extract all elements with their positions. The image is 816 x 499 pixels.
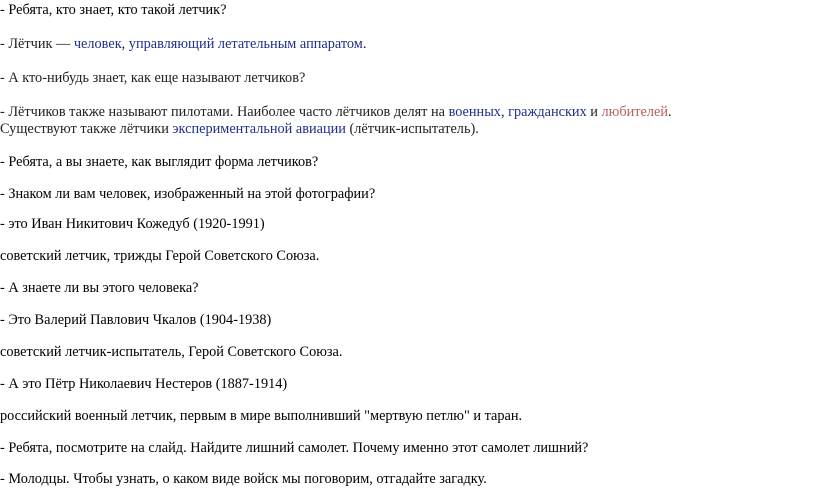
pilot-types-and: и (586, 104, 602, 120)
paragraph-chkalov-desc: советский летчик-испытатель, Герой Советского Союза. (0, 344, 343, 360)
paragraph-question-who-is-pilot: - Ребята, кто знает, кто такой летчик? (0, 2, 227, 18)
paragraph-kozhedub-name: - это Иван Никитович Кожедуб (1920-1991) (0, 216, 265, 232)
paragraph-slide-task: - Ребята, посмотрите на слайд. Найдите лишний самолет. Почему именно этот самолет лишний? (0, 440, 589, 456)
paragraph-question-other-names: - А кто-нибудь знает, как еще называют летчиков? (0, 70, 306, 86)
paragraph-pilot-definition (0, 36, 366, 53)
paragraph-riddle-intro: - Молодцы. Чтобы узнать, о каком виде войск мы поговорим, отгадайте загадку. (0, 471, 487, 487)
paragraph-chkalov-name: - Это Валерий Павлович Чкалов (1904-1938) (0, 312, 272, 328)
pilot-types-text: - Лётчиков также называют пилотами. Наиболее часто лётчиков делят на (0, 104, 449, 120)
experimental-text: Существуют также лётчики (0, 121, 173, 137)
paragraph-question-uniform: - Ребята, а вы знаете, как выглядит форма летчиков? (0, 154, 319, 170)
definition-suffix: . (362, 36, 367, 52)
paragraph-kozhedub-desc: советский летчик, трижды Герой Советского Союза. (0, 248, 320, 264)
link-amateur[interactable]: любителей (601, 104, 669, 120)
paragraph-question-person: - А знаете ли вы этого человека? (0, 280, 199, 296)
paragraph-pilot-types-line2 (0, 121, 479, 138)
link-chelovek[interactable]: человек (73, 36, 122, 52)
paragraph-nesterov-desc: российский военный летчик, первым в мире выполнивший "мертвую петлю" и таран. (0, 408, 523, 424)
paragraph-question-photo: - Знаком ли вам человек, изображенный на этой фотографии? (0, 186, 376, 202)
link-military[interactable]: военных (448, 104, 501, 120)
link-civil[interactable]: гражданских (508, 104, 587, 120)
paragraph-nesterov-name: - А это Пётр Николаевич Нестеров (1887-1914) (0, 376, 288, 392)
link-experimental-aviation[interactable]: экспериментальной авиации (172, 121, 346, 137)
pilot-types-period: . (668, 104, 672, 120)
experimental-suffix: (лётчик-испытатель). (345, 121, 479, 137)
pilot-types-comma: , (500, 104, 509, 120)
link-aircraft-operator[interactable]: управляющий летательным аппаратом (128, 36, 363, 52)
definition-comma: , (121, 36, 129, 52)
definition-prefix: - Лётчик — (0, 36, 74, 52)
paragraph-pilot-types-line1 (0, 104, 672, 121)
